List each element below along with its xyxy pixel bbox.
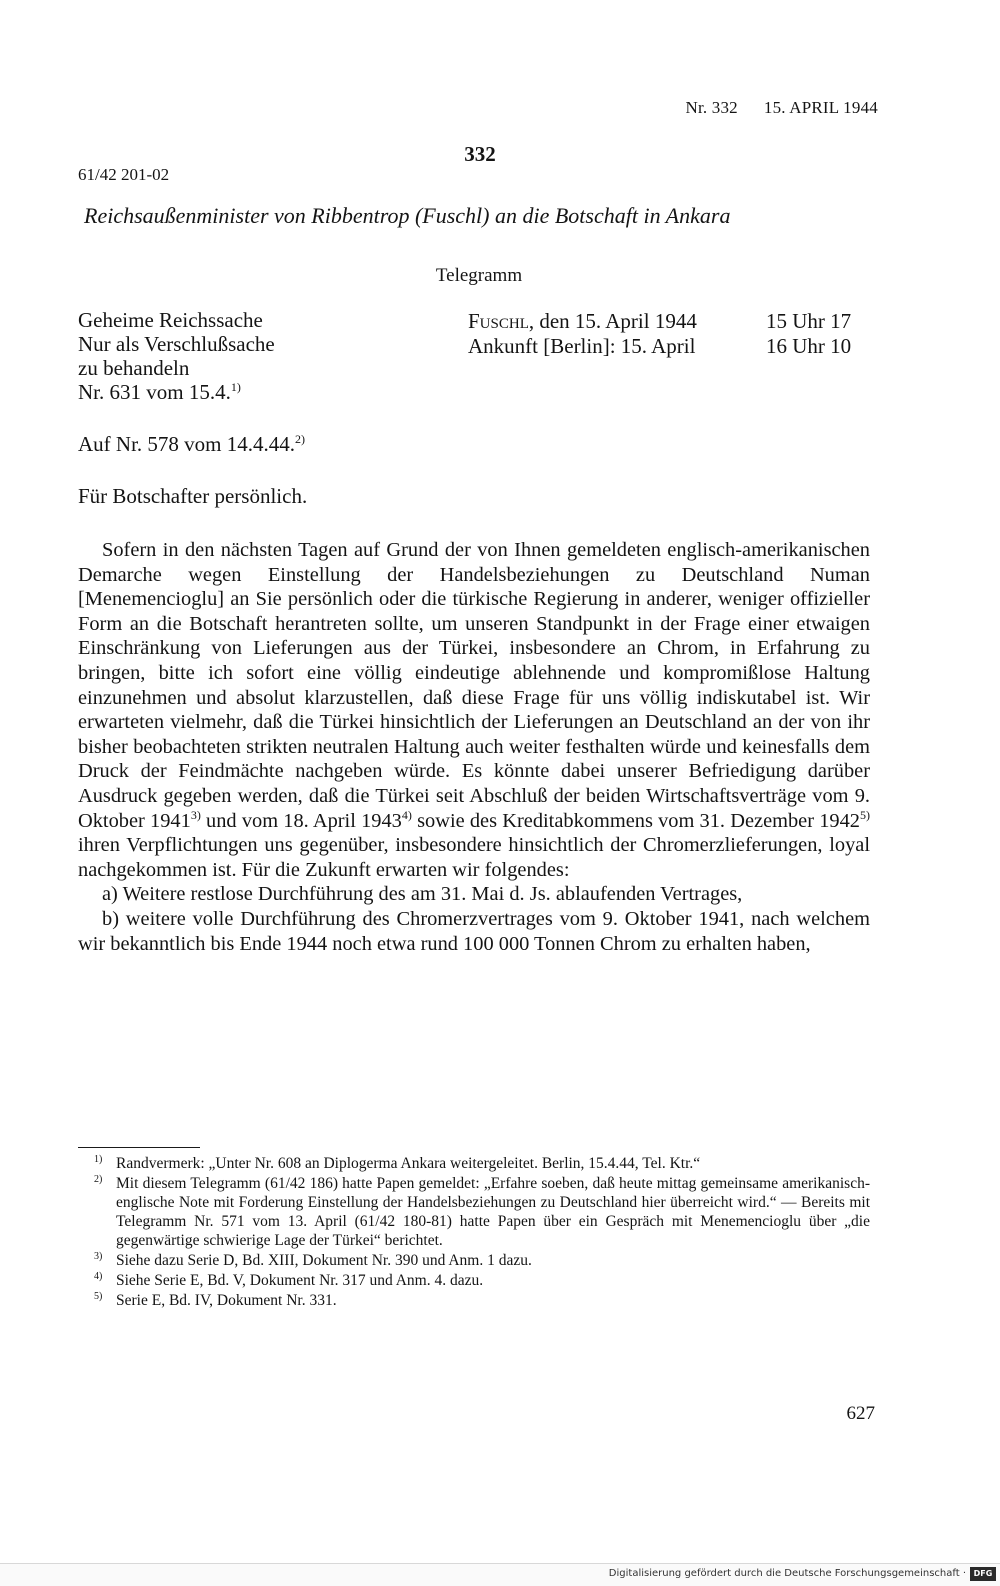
digitization-credit[interactable]: Digitalisierung gefördert durch die Deutsche Forschungsgemeinschaft · (608, 1568, 966, 1579)
running-head-date: 15. APRIL 1944 (763, 98, 878, 117)
digitization-credit-bar (0, 1563, 1000, 1586)
footnotes (78, 1154, 870, 1311)
footnote (78, 1271, 870, 1290)
body-text-run: sowie des Kreditabkommens vom 31. Dezember 1942 (411, 809, 860, 832)
body-text-run: und vom 18. April 1943 (200, 809, 402, 832)
dateline-arrival-date: Ankunft [Berlin]: 15. April (468, 334, 696, 358)
footnote (78, 1154, 870, 1173)
footnote-number: 1) (94, 1153, 103, 1165)
dateline-origin (468, 309, 851, 334)
classification-line: zu behandeln (78, 356, 190, 380)
footnote (78, 1174, 870, 1250)
document-number: 332 (464, 142, 496, 166)
classification-line: Nur als Verschlußsache (78, 332, 275, 356)
footnote-marker[interactable]: 5) (860, 807, 870, 822)
footnote-text: Siehe Serie E, Bd. V, Dokument Nr. 317 und Anm. 4. dazu. (116, 1272, 484, 1289)
reference-text: Auf Nr. 578 vom 14.4.44. (78, 432, 295, 456)
dateline-place: Fuschl (468, 309, 529, 333)
dfg-logo-icon[interactable]: DFG (970, 1567, 996, 1581)
dateline-time: 15 Uhr 17 (766, 309, 852, 333)
footnote-number: 5) (94, 1290, 103, 1302)
dateline (468, 309, 851, 359)
footnote-number: 3) (94, 1250, 103, 1262)
document-title: Reichsaußenminister von Ribbentrop (Fuschl) an die Botschaft in Ankara (84, 203, 731, 228)
footnote-marker[interactable]: 3) (190, 807, 201, 822)
body-text (78, 538, 870, 956)
body-text-run: ihren Verpflichtungen uns gegenüber, insbesondere hinsichtlich der Chromerzlieferungen, loyal nachgekommen ist. Für die Zukunft erwarten wir folgendes: (78, 834, 870, 881)
classification-block (78, 308, 275, 404)
footnote-divider (78, 1147, 200, 1148)
body-paragraph (78, 538, 870, 882)
footnote-marker[interactable]: 1) (230, 380, 241, 394)
footnote-text: Siehe dazu Serie D, Bd. XIII, Dokument Nr. 390 und Anm. 1 dazu. (116, 1252, 532, 1269)
body-text-run: Sofern in den nächsten Tagen auf Grund der von Ihnen gemeldeten englisch-amerikanischen Demarche wegen Einstellung der Handelsbeziehungen zu Deutschland Numan [Menemencioglu] an Sie persönlich oder die türkische Regierung in anderer, weniger offizieller Form an die Botschaft herantreten sollte, um unseren Standpunkt in der Frage einer etwaigen Einschränkung von Lieferungen aus der Türkei, insbesondere an Chrom, in Erfahrung zu bringen, bitte ich sofort eine völlig eindeutige ablehnende und kompromißlose Haltung einzunehmen und absolut klarzustellen, daß diese Frage für uns völlig indiskutabel ist. Wir erwarteten vielmehr, daß die Türkei hinsichtlich der Lieferungen an Deutschland an der von ihr bisher beobachteten strikten neutralen Haltung auch weiter festhalten würde und keinesfalls dem Druck der Feindmächte nachgeben würde. Es könnte dabei unserer Befriedigung darüber Ausdruck gegeben werden, daß die Türkei seit Abschluß der beiden Wirtschaftsverträge vom 9. Oktober 1941 (78, 539, 870, 832)
classification-number: Nr. 631 vom 15.4. (78, 380, 231, 404)
list-item-a: a) Weitere restlose Durchführung des am 31. Mai d. Js. ablaufenden Vertrages, (102, 883, 743, 906)
document-type: Telegramm (435, 265, 523, 286)
dateline-arrival-time: 16 Uhr 10 (766, 334, 852, 358)
salutation: Für Botschafter persönlich. (78, 484, 308, 508)
footnote-text: Mit diesem Telegramm (61/42 186) hatte Papen gemeldet: „Erfahre soeben, daß heute mittag gemeinsame amerikanisch-englische Note mit Forderung Einstellung der Handelsbeziehungen zu Deutschland hier überreicht wird.“ — Bereits mit Telegramm Nr. 571 vom 13. April (61/42 180-81) hatte Papen über ein Gespräch mit Menemencioglu über „die gegenwärtige schwierige Lage der Türkei“ berichtet. (116, 1175, 870, 1249)
footnote-text: Randvermerk: „Unter Nr. 608 an Diplogerma Ankara weitergeleitet. Berlin, 15.4.44, Tel. Ktr.“ (116, 1155, 701, 1172)
footnote-number: 2) (94, 1173, 103, 1185)
footnote (78, 1291, 870, 1310)
footnote-marker[interactable]: 2) (295, 432, 305, 446)
dateline-date: , den 15. April 1944 (528, 309, 697, 333)
running-head-doc: Nr. 332 (685, 98, 738, 117)
footnote (78, 1251, 870, 1270)
footnote-marker[interactable]: 4) (401, 807, 412, 822)
reference-line (78, 432, 305, 456)
footnote-number: 4) (94, 1270, 103, 1282)
file-reference: 61/42 201-02 (78, 165, 170, 184)
list-item-b: b) weitere volle Durchführung des Chromerzvertrages vom 9. Oktober 1941, nach welchem wir bekanntlich bis Ende 1944 noch etwa rund 100 000 Tonnen Chrom zu erhalten haben, (78, 907, 870, 955)
running-head (685, 98, 878, 118)
page-number: 627 (846, 1403, 875, 1424)
classification-line (78, 380, 275, 404)
classification-line: Geheime Reichssache (78, 308, 263, 332)
dateline-arrival (468, 334, 851, 359)
footnote-text: Serie E, Bd. IV, Dokument Nr. 331. (116, 1292, 337, 1309)
